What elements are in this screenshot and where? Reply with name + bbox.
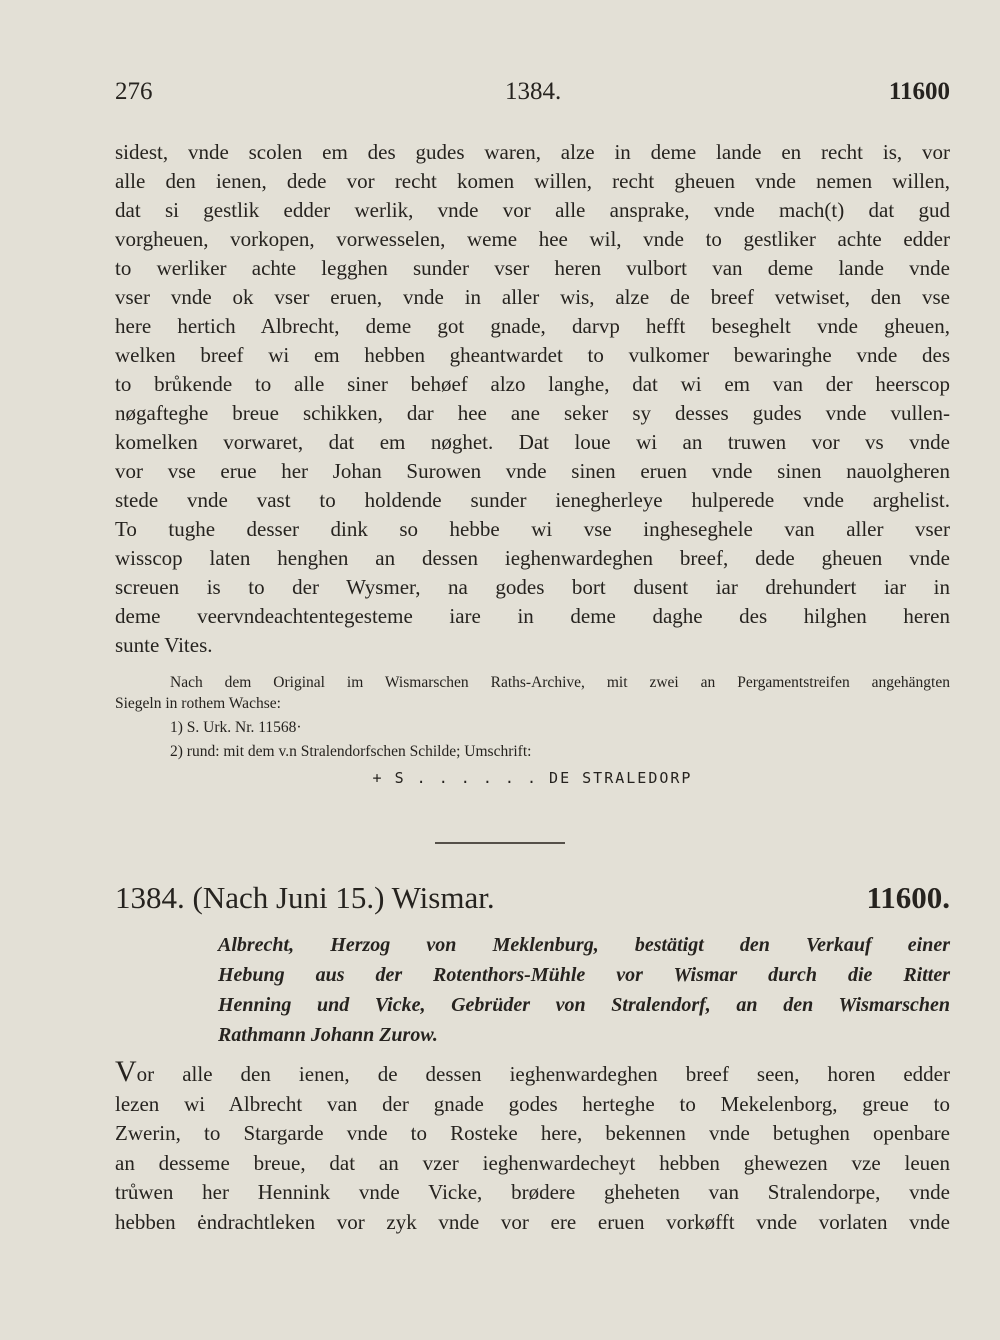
text-line: Zwerin, to Stargarde vnde to Rosteke here, bekennen vnde betughen openbare [115,1121,950,1145]
regest-line: Hebung aus der Rotenthors-Mühle vor Wismar durch die Ritter [218,964,950,986]
text-line-first-rest: or alle den ienen, de dessen ieghenwardeghen breef seen, horen edder [136,1062,950,1086]
text-line: here hertich Albrecht, deme got gnade, darvp hefft beseghelt vnde gheuen, [115,314,950,338]
text-line: vser vnde ok vser eruen, vnde in aller wis, alze de breef vetwiset, den vse [115,285,950,309]
initial-letter: V [115,1060,137,1088]
section-divider [435,842,565,844]
regest-line: Rathmann Johann Zurow. [218,1024,438,1046]
text-line: To tughe desser dink so hebbe wi vse ingheseghele van aller vser [115,517,950,541]
entry-number: 11600. [866,880,950,915]
regest-summary [218,930,950,1050]
text-line: wisscop laten henghen an dessen ieghenwardeghen breef, dede gheuen vnde [115,546,950,570]
entry-heading [115,880,950,924]
text-line: welken breef wi em hebben gheantwardet to vulkomer bewaringhe vnde des [115,343,950,367]
page-number: 276 [115,78,153,105]
seal-note-1: 1) S. Urk. Nr. 11568· [170,719,302,736]
source-notes [115,672,950,789]
source-note-line: Nach dem Original im Wismarschen Raths-Archive, mit zwei an Pergamentstreifen angehängten [170,674,950,691]
text-line-first [115,1060,950,1090]
source-note-line: Siegeln in rothem Wachse: [115,695,281,712]
charter-text-new [115,1060,950,1237]
running-doc-number: 11600 [888,78,950,105]
text-line: to werliker achte legghen sunder vser heren vulbort van deme lande vnde [115,256,950,280]
text-line: deme veervndeachtentegesteme iare in deme daghe des hilghen heren [115,604,950,628]
text-line: hebben ėndrachtleken vor zyk vnde vor ere eruen vorkøfft vnde vorlaten vnde [115,1209,950,1234]
text-line: nøgafteghe breue schikken, dar hee ane seker sy desses gudes vnde vullen- [115,401,950,425]
regest-line: Henning und Vicke, Gebrüder von Stralendorf, an den Wismarschen [218,994,950,1016]
running-year: 1384. [505,78,562,105]
text-line: vorgheuen, vorkopen, vorwesselen, weme hee wil, vnde to gestliker achte edder [115,227,950,251]
text-line: vor vse erue her Johan Surowen vnde sinen eruen vnde sinen nauolgheren [115,459,950,483]
text-line: sunte Vites. [115,633,213,657]
text-line: lezen wi Albrecht van der gnade godes herteghe to Mekelenborg, greue to [115,1091,950,1116]
text-line: alle den ienen, dede vor recht komen willen, recht gheuen vnde nemen willen, [115,169,950,193]
seal-note-2: 2) rund: mit dem v.n Stralendorfschen Schilde; Umschrift: [170,743,532,760]
entry-date-place: 1384. (Nach Juni 15.) Wismar. [115,880,495,915]
text-line: trůwen her Hennink vnde Vicke, brødere gheheten van Stralendorpe, vnde [115,1180,950,1204]
text-line: to brůkende to alle siner behøef alzo langhe, dat wi em van der heerscop [115,372,950,396]
text-line: komelken vorwaret, dat em nøghet. Dat loue wi an truwen vor vs vnde [115,430,950,454]
seal-inscription: + S . . . . . . DE STRALEDORP [372,769,693,787]
charter-text-continued [115,138,950,660]
regest-line: Albrecht, Herzog von Meklenburg, bestätigt den Verkauf einer [218,934,950,956]
text-line: dat si gestlik edder werlik, vnde vor alle ansprake, vnde mach(t) dat gud [115,198,950,222]
text-line: sidest, vnde scolen em des gudes waren, alze in deme lande en recht is, vor [115,140,950,164]
text-line: an desseme breue, dat an vzer ieghenwardecheyt hebben ghewezen vze leuen [115,1150,950,1175]
text-line: screuen is to der Wysmer, na godes bort dusent iar drehundert iar in [115,575,950,599]
page-header [115,78,950,114]
text-line: stede vnde vast to holdende sunder ienegherleye hulperede vnde arghelist. [115,488,950,512]
